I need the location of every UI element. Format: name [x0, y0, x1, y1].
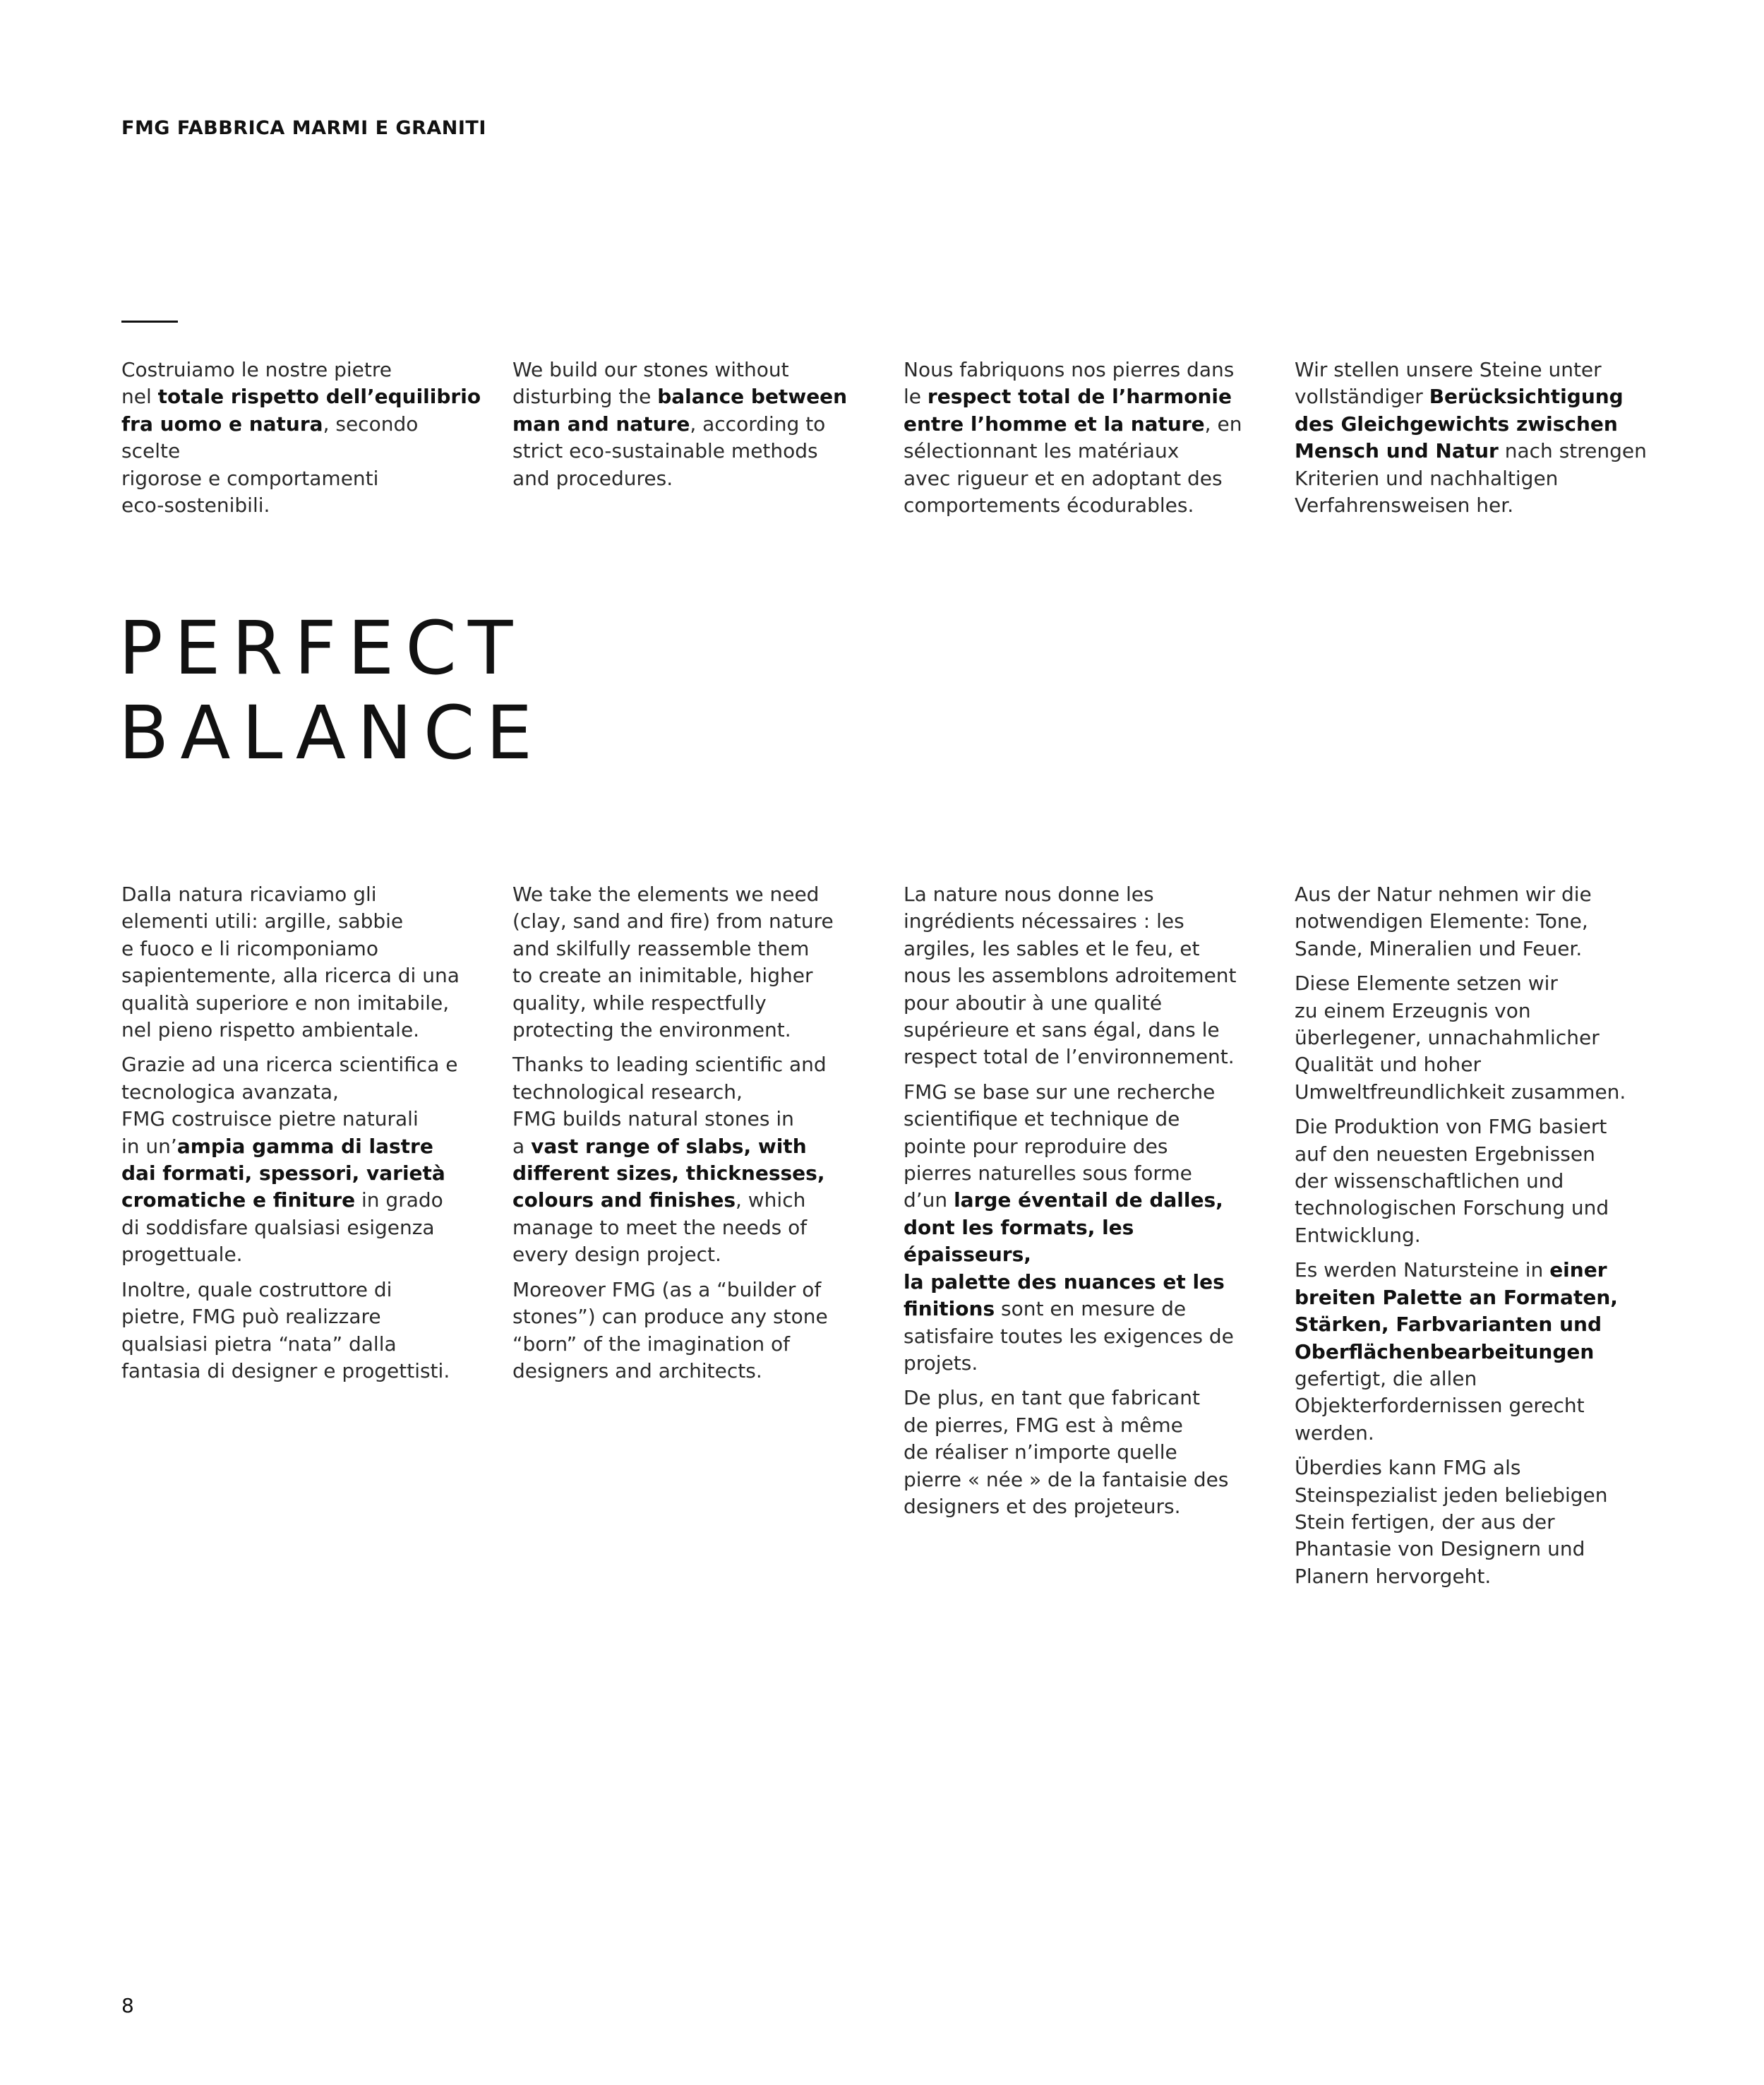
emphasis-text: einer	[1549, 1258, 1607, 1282]
emphasis-text: Mensch und Natur	[1295, 439, 1499, 463]
intro-paragraph: Costruiamo le nostre pietre nel totale rispetto dell’equilibrio fra uomo e natura, secondo scelte rigorose e comportamenti eco-sostenibili.	[121, 358, 481, 518]
emphasis-text: different sizes, thicknesses,	[512, 1161, 825, 1185]
body-paragraph: Es werden Natursteine in einer breiten Palette an Formaten, Stärken, Farbvarianten und Oberflächenbearbeitungen gefertigt, die allen Objekterfordernissen gerecht werden.	[1295, 1258, 1618, 1445]
emphasis-text: large éventail de dalles,	[954, 1188, 1223, 1212]
emphasis-text: man and nature	[512, 412, 690, 436]
body-french	[904, 881, 1264, 1528]
body-paragraph: Die Produktion von FMG basiert auf den neuesten Ergebnissen der wissenschaftlichen und technologischen Forschung und Entwicklung.	[1295, 1115, 1609, 1247]
emphasis-text: breiten Palette an Formaten,	[1295, 1285, 1618, 1309]
body-italian	[121, 881, 481, 1392]
body-paragraph: We take the elements we need (clay, sand and fire) from nature and skilfully reassemble them to create an inimitable, higher quality, while respectfully protecting the environment.	[512, 883, 834, 1042]
emphasis-text: dai formati, spessori, varietà	[121, 1161, 445, 1185]
body-paragraph: De plus, en tant que fabricant de pierres, FMG est à même de réaliser n’importe quelle pierre « née » de la fantaisie des designers et des projeteurs.	[904, 1386, 1229, 1518]
emphasis-text: Berücksichtigung	[1429, 385, 1624, 409]
emphasis-text: finitions	[904, 1297, 995, 1321]
emphasis-text: ampia gamma di lastre	[176, 1134, 433, 1158]
emphasis-text: dont les formats, les épaisseurs,	[904, 1215, 1134, 1267]
emphasis-text: vast range of slabs, with	[531, 1134, 807, 1158]
heading-line-2: BALANCE	[119, 690, 544, 776]
emphasis-text: la palette des nuances et les	[904, 1269, 1225, 1294]
emphasis-text: Stärken, Farbvarianten und	[1295, 1313, 1602, 1337]
body-paragraph: Dalla natura ricaviamo gli elementi utili: argille, sabbie e fuoco e li ricomponiamo sapientemente, alla ricerca di una qualità superiore e non imitabile, nel pieno rispetto ambientale.	[121, 883, 460, 1042]
intro-italian	[121, 357, 481, 527]
running-header: FMG FABBRICA MARMI E GRANITI	[121, 117, 486, 139]
section-heading	[119, 606, 544, 775]
page-number: 8	[121, 1994, 134, 2017]
body-paragraph: Inoltre, quale costruttore di pietre, FMG può realizzare qualsiasi pietra “nata” dalla fantasia di designer e progettisti.	[121, 1277, 450, 1382]
emphasis-text: des Gleichgewichts zwischen	[1295, 412, 1618, 436]
intro-german	[1295, 357, 1655, 527]
body-paragraph: FMG se base sur une recherche scientifique et technique de pointe pour reproduire des pierres naturelles sous forme d’un large éventail de dalles, dont les formats, les épaisseurs, la palette des nuances et les finitions sont en mesure de satisfaire toutes les exigences de projets.	[904, 1080, 1234, 1375]
emphasis-text: cromatiche e finiture	[121, 1188, 356, 1212]
intro-paragraph: We build our stones without disturbing the balance between man and nature, according to strict eco-sustainable methods and procedures.	[512, 358, 848, 490]
emphasis-text: fra uomo e natura	[121, 412, 323, 436]
intro-paragraph: Wir stellen unsere Steine unter vollständiger Berücksichtigung des Gleichgewichts zwischen Mensch und Natur nach strengen Kriterien und nachhaltigen Verfahrensweisen her.	[1295, 358, 1647, 518]
body-paragraph: Grazie ad una ricerca scientifica e tecnologica avanzata, FMG costruisce pietre naturali in un’ampia gamma di lastre dai formati, spessori, varietà cromatiche e finiture in grado di soddisfare qualsiasi esigenza progettuale.	[121, 1053, 458, 1267]
intro-english	[512, 357, 872, 500]
emphasis-text: entre l’homme et la nature	[904, 412, 1205, 436]
body-german	[1295, 881, 1655, 1598]
body-paragraph: La nature nous donne les ingrédients nécessaires : les argiles, les sables et le feu, et nous les assemblons adroitement pour aboutir à une qualité supérieure et sans égal, dans le respect total de l’environnement.	[904, 883, 1237, 1069]
body-paragraph: Überdies kann FMG als Steinspezialist jeden beliebigen Stein fertigen, der aus der Phantasie von Designern und Planern hervorgeht.	[1295, 1456, 1608, 1588]
emphasis-text: balance between	[657, 385, 848, 409]
emphasis-text: totale rispetto dell’equilibrio	[157, 385, 481, 409]
emphasis-text: colours and finishes	[512, 1188, 736, 1212]
emphasis-text: respect total de l’harmonie	[927, 385, 1232, 409]
heading-line-1: PERFECT	[119, 605, 524, 691]
intro-paragraph: Nous fabriquons nos pierres dans le respect total de l’harmonie entre l’homme et la nature, en sélectionnant les matériaux avec rigueur et en adoptant des comportements écodurables.	[904, 358, 1242, 518]
body-paragraph: Diese Elemente setzen wir zu einem Erzeugnis von überlegener, unnachahmlicher Qualität und hoher Umweltfreundlichkeit zusammen.	[1295, 972, 1626, 1104]
emphasis-text: Oberflächenbearbeitungen	[1295, 1339, 1595, 1363]
body-english	[512, 881, 872, 1392]
body-paragraph: Aus der Natur nehmen wir die notwendigen Elemente: Tone, Sande, Mineralien und Feuer.	[1295, 883, 1592, 960]
divider-rule	[121, 321, 178, 323]
intro-french	[904, 357, 1264, 527]
body-paragraph: Moreover FMG (as a “builder of stones”) can produce any stone “born” of the imagination of designers and architects.	[512, 1277, 828, 1382]
body-paragraph: Thanks to leading scientific and technological research, FMG builds natural stones in a vast range of slabs, with different sizes, thicknesses, colours and finishes, which manage to meet the needs of every design project.	[512, 1053, 827, 1267]
